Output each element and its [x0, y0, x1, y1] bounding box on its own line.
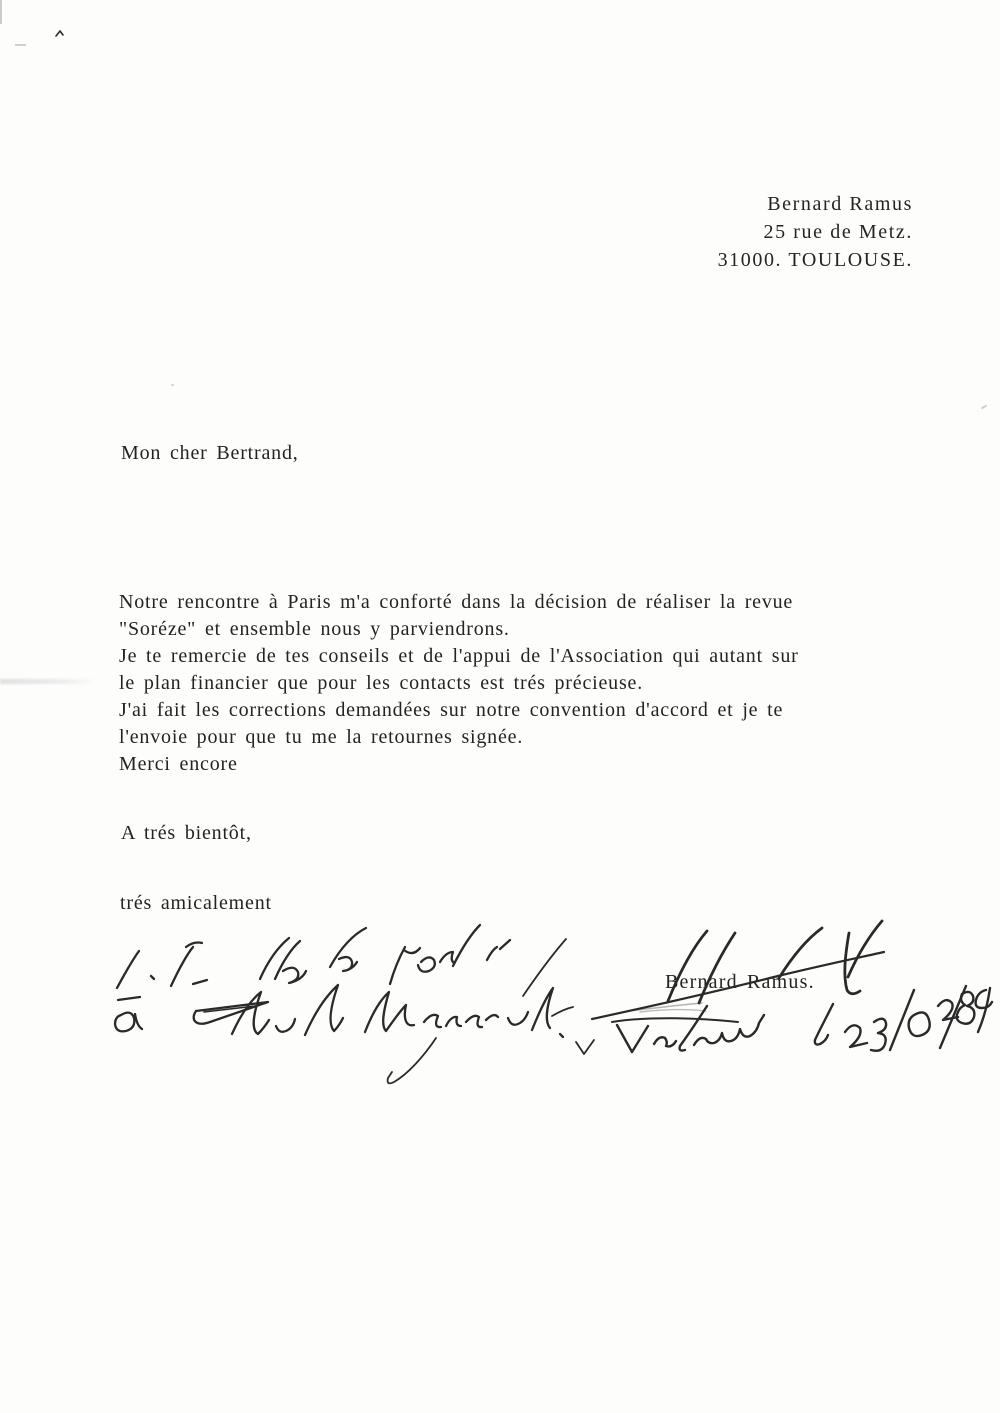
scan-speck — [981, 405, 987, 410]
sender-city: 31000. TOULOUSE. — [717, 249, 913, 271]
pen-mark-icon — [56, 31, 63, 36]
closing-line-1: A trés bientôt, — [121, 822, 252, 844]
scan-speck — [171, 384, 174, 386]
handwritten-note-line1 — [117, 925, 566, 996]
closing-line-2: trés amicalement — [120, 892, 272, 914]
scan-edge-mark — [0, 0, 2, 24]
letter-body — [119, 589, 799, 778]
handwritten-note-line2 — [115, 985, 594, 1083]
body-line: Merci encore — [119, 753, 238, 775]
scan-smudge-line — [0, 679, 96, 684]
body-line: "Soréze" et ensemble nous y parviendrons. — [119, 618, 510, 640]
sender-address-block — [718, 190, 913, 274]
scan-speck — [15, 44, 26, 46]
body-line: J'ai fait les corrections demandées sur notre convention d'accord et je te — [119, 699, 784, 721]
typed-signature-name: Bernard Ramus. — [665, 971, 815, 993]
salutation: Mon cher Bertrand, — [121, 442, 299, 464]
body-line: Notre rencontre à Paris m'a conforté dans la décision de réaliser la revue — [119, 591, 794, 613]
body-line: Je te remercie de tes conseils et de l'appui de l'Association qui autant sur — [119, 645, 799, 667]
sender-street: 25 rue de Metz. — [763, 221, 913, 243]
sender-name: Bernard Ramus — [767, 193, 913, 215]
body-line: l'envoie pour que tu me la retournes signée. — [119, 726, 524, 748]
body-line: le plan financier que pour les contacts est trés précieuse. — [119, 672, 644, 694]
